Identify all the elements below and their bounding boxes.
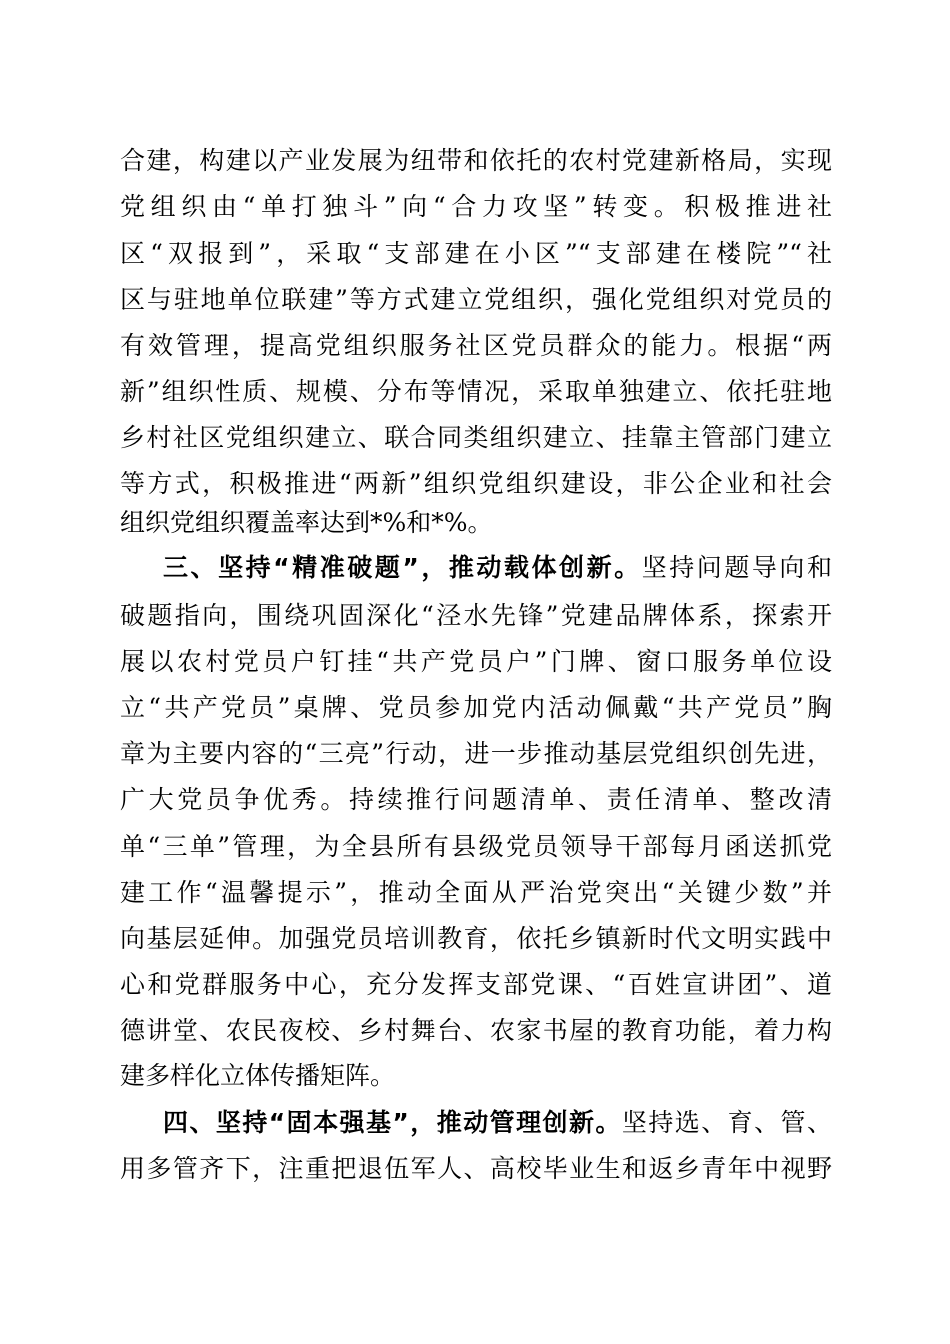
section-heading-line (163, 1103, 832, 1143)
text-line: 区“双报到”，采取“支部建在小区”“支部建在楼院”“社 (120, 239, 832, 268)
text-line: 破题指向，围绕巩固深化“泾水先锋”党建品牌体系，探索开 (120, 601, 832, 630)
text-line: 展以农村党员户钉挂“共产党员户”门牌、窗口服务单位设 (120, 647, 832, 676)
section-heading: 四、坚持“固本强基”，推动管理创新。 (163, 1108, 622, 1137)
text-line: 等方式，积极推进“两新”组织党组织建设，非公企业和社会 (120, 469, 832, 498)
text-line: 乡村社区党组织建立、联合同类组织建立、挂靠主管部门建立 (120, 423, 832, 452)
text-line: 用多管齐下，注重把退伍军人、高校毕业生和返乡青年中视野 (120, 1154, 832, 1183)
text-line: 德讲堂、农民夜校、乡村舞台、农家书屋的教育功能，着力构 (120, 1016, 832, 1045)
section-text: 坚持问题导向和 (641, 553, 832, 582)
text-line: 合建，构建以产业发展为纽带和依托的农村党建新格局，实现 (120, 146, 832, 175)
text-line: 区与驻地单位联建”等方式建立党组织，强化党组织对党员的 (120, 285, 832, 314)
section-heading-line (163, 548, 832, 588)
text-line: 广大党员争优秀。持续推行问题清单、责任清单、整改清 (120, 785, 832, 814)
text-line: 向基层延伸。加强党员培训教育，依托乡镇新时代文明实践中 (120, 924, 832, 953)
text-line: 建多样化立体传播矩阵。 (120, 1061, 396, 1090)
text-line: 心和党群服务中心，充分发挥支部党课、“百姓宣讲团”、道 (120, 970, 832, 999)
text-line: 党组织由“单打独斗”向“合力攻坚”转变。积极推进社 (120, 192, 832, 221)
text-line: 组织党组织覆盖率达到*%和*%。 (120, 508, 493, 537)
text-line: 建工作“温馨提示”，推动全面从严治党突出“关键少数”并 (120, 878, 832, 907)
text-line: 立“共产党员”桌牌、党员参加党内活动佩戴“共产党员”胸 (120, 693, 832, 722)
text-line: 单“三单”管理，为全县所有县级党员领导干部每月函送抓党 (120, 832, 832, 861)
text-line: 有效管理，提高党组织服务社区党员群众的能力。根据“两 (120, 331, 832, 360)
section-heading: 三、坚持“精准破题”，推动载体创新。 (163, 553, 642, 582)
text-line: 章为主要内容的“三亮”行动，进一步推动基层党组织创先进， (120, 739, 832, 768)
text-line: 新”组织性质、规模、分布等情况，采取单独建立、依托驻地 (120, 377, 832, 406)
section-text: 坚持选、育、管、 (621, 1108, 832, 1137)
